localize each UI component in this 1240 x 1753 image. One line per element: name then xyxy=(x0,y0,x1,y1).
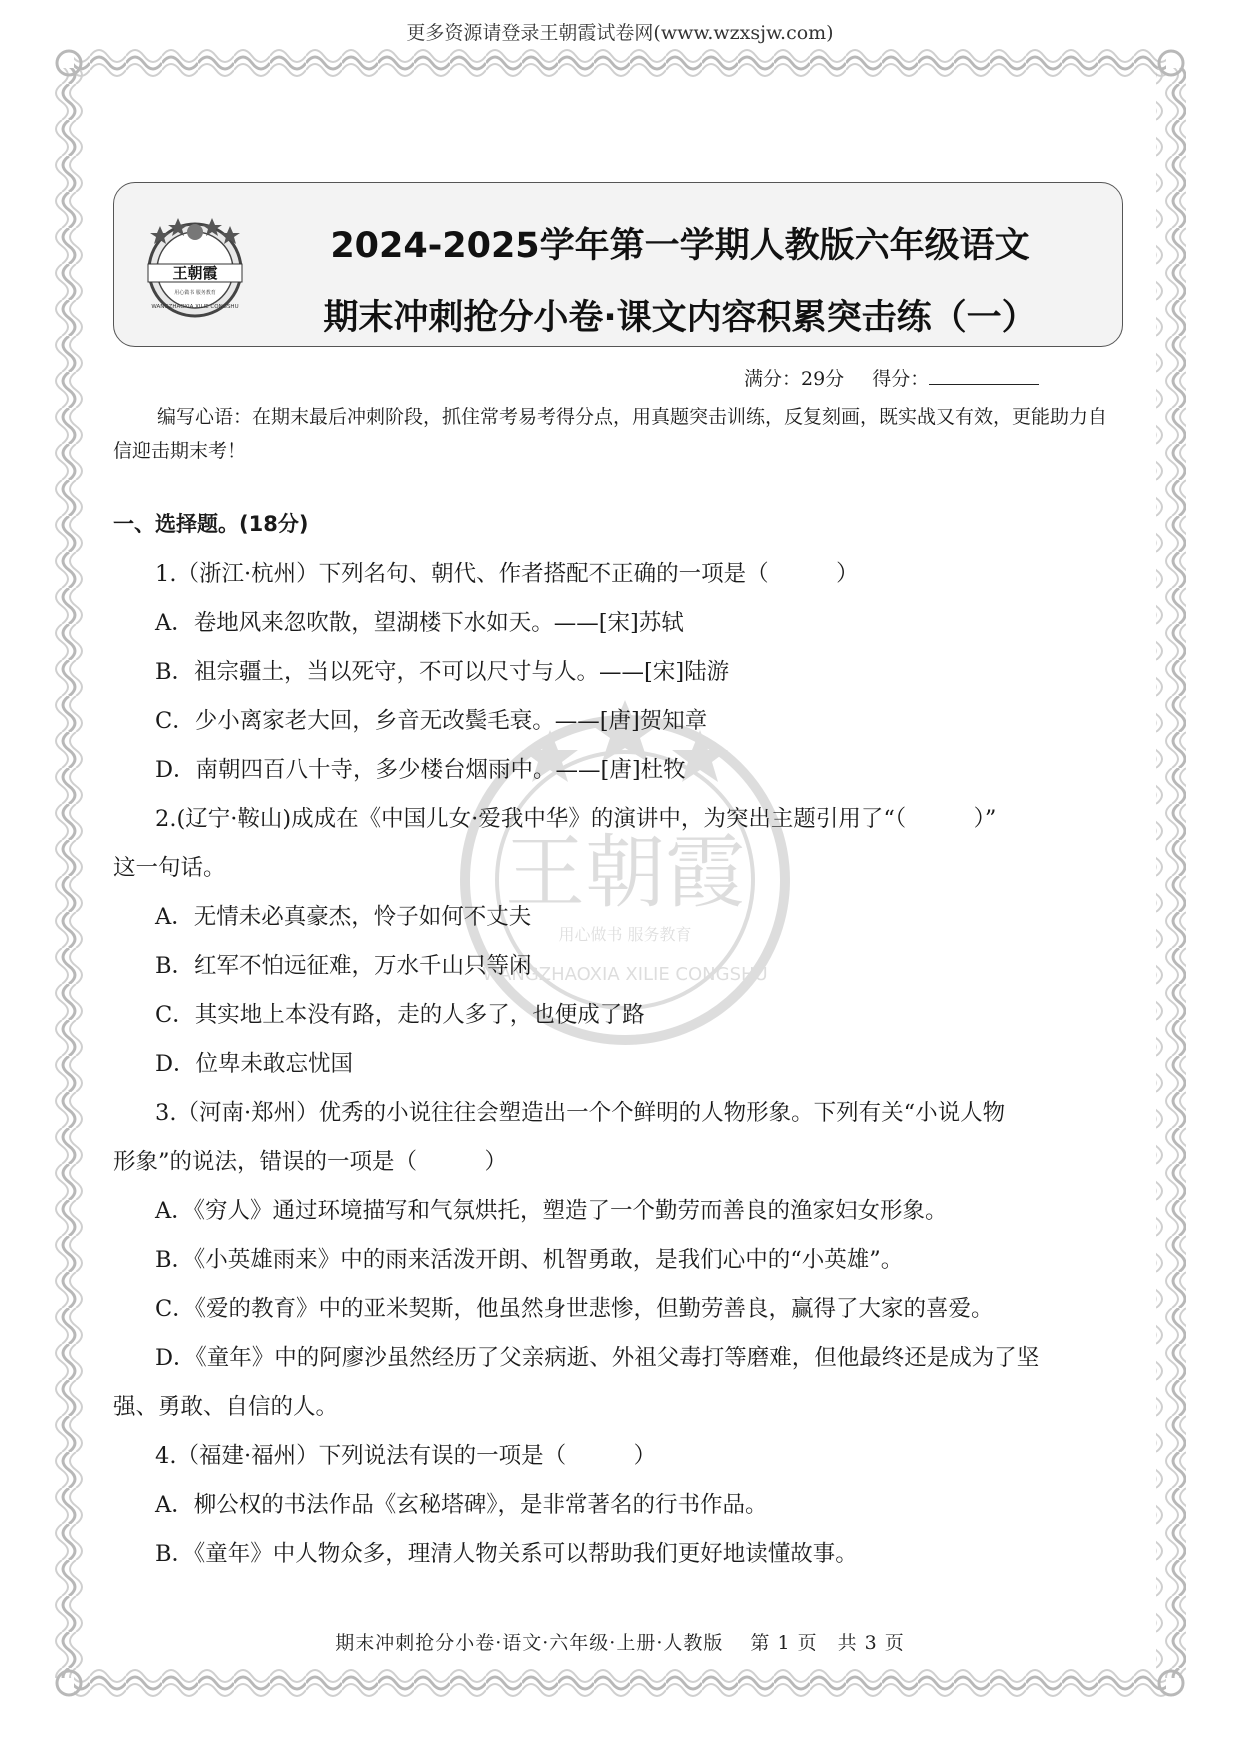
question-2-option-b: B．红军不怕远征难，万水千山只等闲 xyxy=(155,953,532,979)
page-footer: 期末冲刺抢分小卷·语文·六年级·上册·人教版 第 1 页 共 3 页 xyxy=(335,1632,905,1654)
document-title-line2: 期末冲刺抢分小卷·课文内容积累突击练（一） xyxy=(323,298,1037,338)
question-1-stem: 1.（浙江·杭州）下列名句、朝代、作者搭配不正确的一项是（ ） xyxy=(155,561,859,587)
question-2-stem-continued: 这一句话。 xyxy=(113,855,226,881)
question-3-stem: 3.（河南·郑州）优秀的小说往往会塑造出一个个鲜明的人物形象。下列有关“小说人物 xyxy=(155,1100,1006,1126)
question-1-option-b: B．祖宗疆土，当以死守，不可以尺寸与人。——[宋]陆游 xyxy=(155,659,730,685)
svg-text:王朝霞: 王朝霞 xyxy=(172,264,218,282)
svg-text:王朝霞: 王朝霞 xyxy=(505,826,745,919)
svg-text:WANGZHAOXIA XILIE CONGSHU: WANGZHAOXIA XILIE CONGSHU xyxy=(482,964,768,985)
score-label: 得分： xyxy=(872,368,930,390)
question-4-stem: 4.（福建·福州）下列说法有误的一项是（ ） xyxy=(155,1443,657,1469)
svg-text:WANGZHAOXIA XILIE CONGSHU: WANGZHAOXIA XILIE CONGSHU xyxy=(151,304,239,310)
document-title-line1: 2024-2025学年第一学期人教版六年级语文 xyxy=(330,226,1030,266)
question-2-option-a: A．无情未必真豪杰，怜子如何不丈夫 xyxy=(155,904,532,930)
question-4-option-b: B．《童年》中人物众多，理清人物关系可以帮助我们更好地读懂故事。 xyxy=(155,1541,858,1567)
preface-note: 编写心语：在期末最后冲刺阶段，抓住常考易考得分点，用真题突击训练，反复刻画，既实战又有效，更能助力自信迎击期末考！ xyxy=(113,406,1108,462)
publisher-logo xyxy=(140,212,250,322)
score-line xyxy=(744,364,1039,391)
question-3-option-a: A．《穷人》通过环境描写和气氛烘托，塑造了一个勤劳而善良的渔家妇女形象。 xyxy=(155,1198,948,1224)
question-3-option-c: C．《爱的教育》中的亚米契斯，他虽然身世悲惨，但勤劳善良，赢得了大家的喜爱。 xyxy=(155,1296,994,1322)
question-1-option-a: A．卷地风来忽吹散，望湖楼下水如天。——[宋]苏轼 xyxy=(155,610,684,636)
question-2-option-c: C．其实地上本没有路，走的人多了，也便成了路 xyxy=(155,1002,645,1028)
question-1-option-d: D．南朝四百八十寺，多少楼台烟雨中。——[唐]杜牧 xyxy=(155,757,686,783)
score-blank[interactable] xyxy=(929,366,1039,385)
publisher-seal-icon xyxy=(140,212,250,322)
question-2-stem: 2.(辽宁·鞍山)成成在《中国儿女·爱我中华》的演讲中，为突出主题引用了“（ ）” xyxy=(155,806,997,832)
question-2-option-d: D．位卑未敢忘忧国 xyxy=(155,1051,354,1077)
full-score-label: 满分：29分 xyxy=(744,368,845,390)
question-3-option-d: D．《童年》中的阿廖沙虽然经历了父亲病逝、外祖父毒打等磨难，但他最终还是成为了坚 xyxy=(155,1345,1040,1371)
question-1-option-c: C．少小离家老大回，乡音无改鬓毛衰。——[唐]贺知章 xyxy=(155,708,708,734)
svg-text:用心做书 服务教育: 用心做书 服务教育 xyxy=(558,925,692,944)
question-3-option-b: B．《小英雄雨来》中的雨来活泼开朗、机智勇敢，是我们心中的“小英雄”。 xyxy=(155,1247,904,1273)
section-title-choice: 一、选择题。(18分) xyxy=(113,512,309,536)
question-3-stem-continued: 形象”的说法，错误的一项是（ ） xyxy=(113,1149,508,1175)
question-3-option-d-continued: 强、勇敢、自信的人。 xyxy=(113,1394,339,1420)
source-note: 更多资源请登录王朝霞试卷网(www.wzxsjw.com) xyxy=(406,22,834,44)
question-4-option-a: A．柳公权的书法作品《玄秘塔碑》，是非常著名的行书作品。 xyxy=(155,1492,768,1518)
svg-text:用心做书 服务教育: 用心做书 服务教育 xyxy=(174,290,216,296)
